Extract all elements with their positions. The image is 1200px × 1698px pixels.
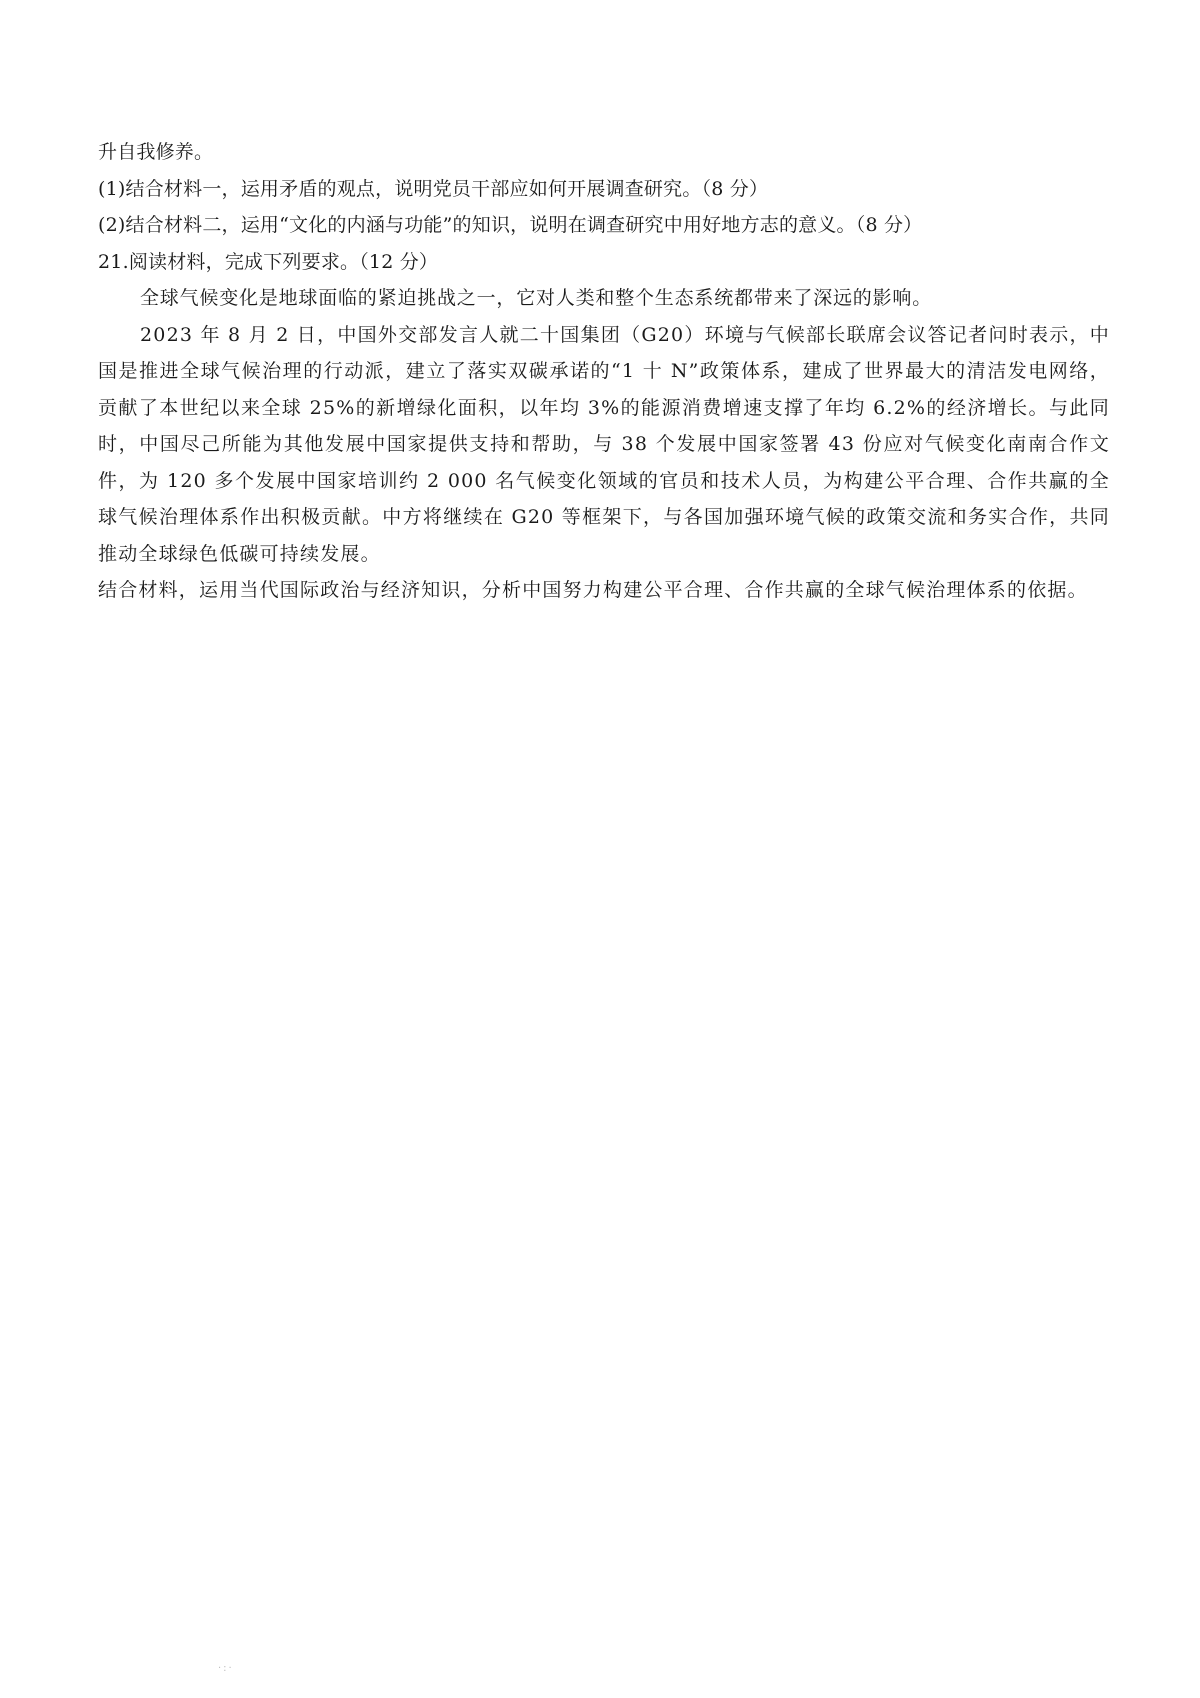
question-21-material-paragraph-1: 全球气候变化是地球面临的紧迫挑战之一，它对人类和整个生态系统都带来了深远的影响。: [140, 287, 933, 309]
question-20-part-1: (1)结合材料一，运用矛盾的观点，说明党员干部应如何开展调查研究。（8 分）: [98, 177, 769, 200]
exam-page-content: [98, 134, 1110, 609]
question-21-prompt: 结合材料，运用当代国际政治与经济知识，分析中国努力构建公平合理、合作共赢的全球气候治理体系的依据。: [98, 579, 1088, 601]
question-20-part-2: (2)结合材料二，运用“文化的内涵与功能”的知识，说明在调查研究中用好地方志的意义。（8 分）: [98, 214, 923, 236]
question-21-material-paragraph-2: 2023 年 8 月 2 日，中国外交部发言人就二十国集团（G20）环境与气候部长联席会议答记者问时表示，中国是推进全球气候治理的行动派，建立了落实双碳承诺的“1 十 N”政策体系，建成了世界最大的清洁发电网络，贡献了本世纪以来全球 25%的新增绿化面积，以年均 3%的能源消费增速支撑了年均 6.2%的经济增长。与此同时，中国尽己所能为其他发展中国家提供支持和帮助，与 38 个发展中国家签署 43 份应对气候变化南南合作文件，为 120 多个发展中国家培训约 2 000 名气候变化领域的官员和技术人员，为构建公平合理、合作共赢的全球气候治理体系作出积极贡献。中方将继续在 G20 等框架下，与各国加强环境气候的政策交流和务实合作，共同推动全球绿色低碳可持续发展。: [98, 323, 1110, 565]
question-21-heading: 21.阅读材料，完成下列要求。（12 分）: [98, 250, 439, 273]
footer-dots-decoration: ·:·: [218, 1663, 234, 1674]
continuation-line: 升自我修养。: [98, 141, 214, 163]
